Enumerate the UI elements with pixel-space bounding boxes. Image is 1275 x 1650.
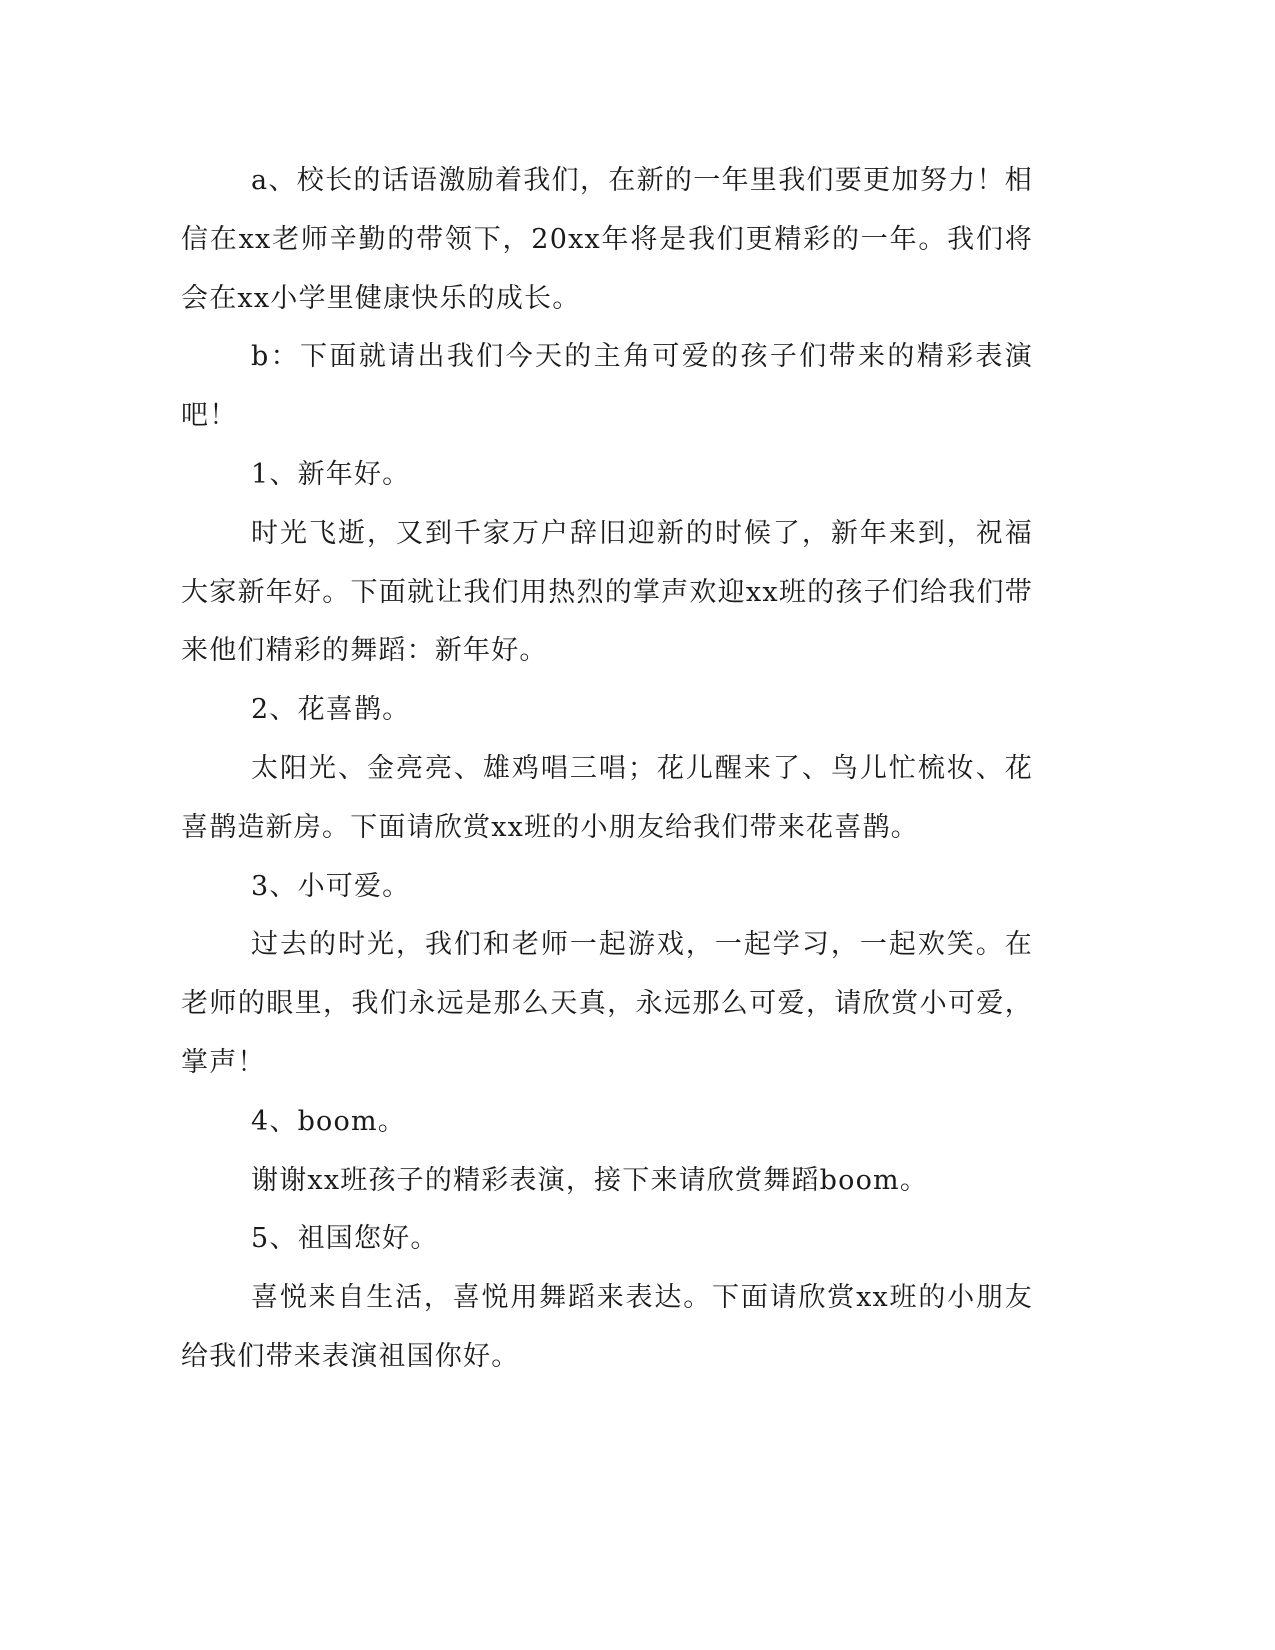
- program-heading-1: 1、新年好。: [251, 458, 411, 490]
- program-heading-3: 3、小可爱。: [251, 870, 411, 902]
- program-text-4: 谢谢xx班孩子的精彩表演，接下来请欣赏舞蹈boom。: [251, 1164, 929, 1196]
- paragraph-intro-b: b：下面就请出我们今天的主角可爱的孩子们带来的精彩表演吧！: [181, 341, 1033, 432]
- program-heading-4: 4、boom。: [251, 1105, 406, 1137]
- document-body: [181, 152, 1033, 1387]
- program-heading-5: 5、祖国您好。: [251, 1223, 439, 1255]
- program-heading-2: 2、花喜鹊。: [251, 694, 411, 726]
- program-text-1: 时光飞逝，又到千家万户辞旧迎新的时候了，新年来到，祝福大家新年好。下面就让我们用热烈的掌声欢迎xx班的孩子们给我们带来他们精彩的舞蹈：新年好。: [181, 517, 1033, 667]
- program-text-2: 太阳光、金亮亮、雄鸡唱三唱；花儿醒来了、鸟儿忙梳妆、花喜鹊造新房。下面请欣赏xx班的小朋友给我们带来花喜鹊。: [181, 752, 1033, 843]
- program-text-5: 喜悦来自生活，喜悦用舞蹈来表达。下面请欣赏xx班的小朋友给我们带来表演祖国你好。: [181, 1282, 1033, 1372]
- paragraph-intro-a: a、校长的话语激励着我们，在新的一年里我们要更加努力！相信在xx老师辛勤的带领下，20xx年将是我们更精彩的一年。我们将会在xx小学里健康快乐的成长。: [181, 165, 1033, 314]
- program-text-3: 过去的时光，我们和老师一起游戏，一起学习，一起欢笑。在老师的眼里，我们永远是那么天真，永远那么可爱，请欣赏小可爱，掌声！: [181, 929, 1033, 1078]
